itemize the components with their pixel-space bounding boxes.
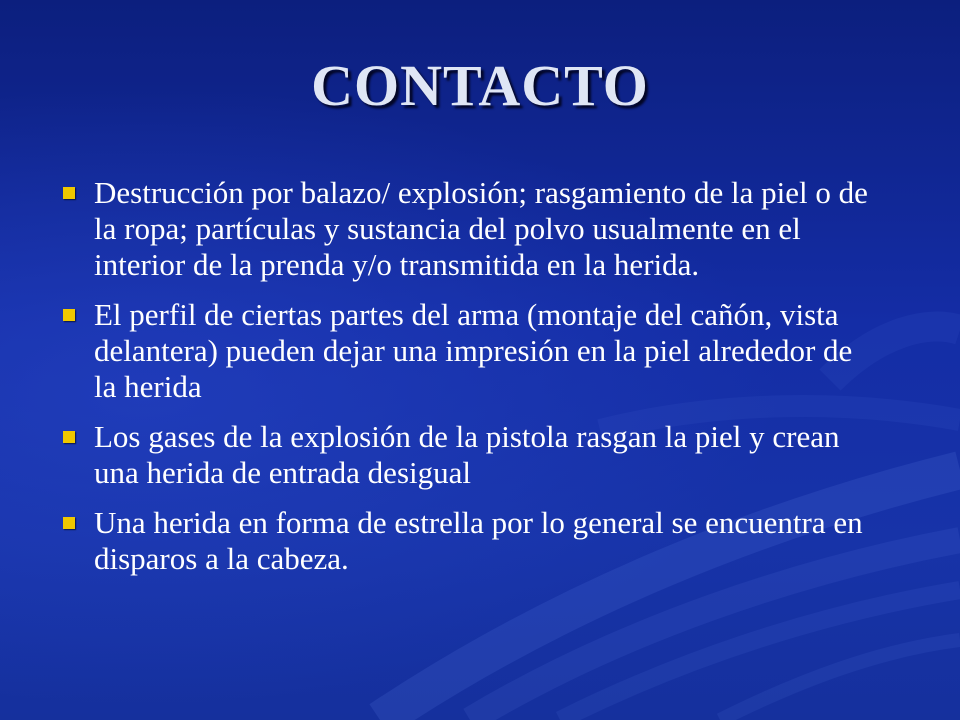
square-bullet-icon (63, 431, 75, 443)
bullet-text: Una herida en forma de estrella por lo general se encuentra en disparos a la cabeza. (94, 505, 863, 576)
bullet-item (60, 419, 880, 491)
bullet-item (60, 297, 880, 405)
slide-title: CONTACTO (311, 53, 649, 118)
square-bullet-icon (63, 187, 75, 199)
bullet-item (60, 175, 880, 283)
bullet-text: Los gases de la explosión de la pistola rasgan la piel y crean una herida de entrada desigual (94, 419, 840, 490)
bullet-item (60, 505, 880, 577)
square-bullet-icon (63, 517, 75, 529)
bullet-text: El perfil de ciertas partes del arma (montaje del cañón, vista delantera) pueden dejar una impresión en la piel alrededor de la herida (94, 297, 853, 404)
bullet-text: Destrucción por balazo/ explosión; rasgamiento de la piel o de la ropa; partículas y sustancia del polvo usualmente en el interior de la prenda y/o transmitida en la herida. (94, 175, 868, 282)
square-bullet-icon (63, 309, 75, 321)
bullet-list (60, 175, 880, 591)
